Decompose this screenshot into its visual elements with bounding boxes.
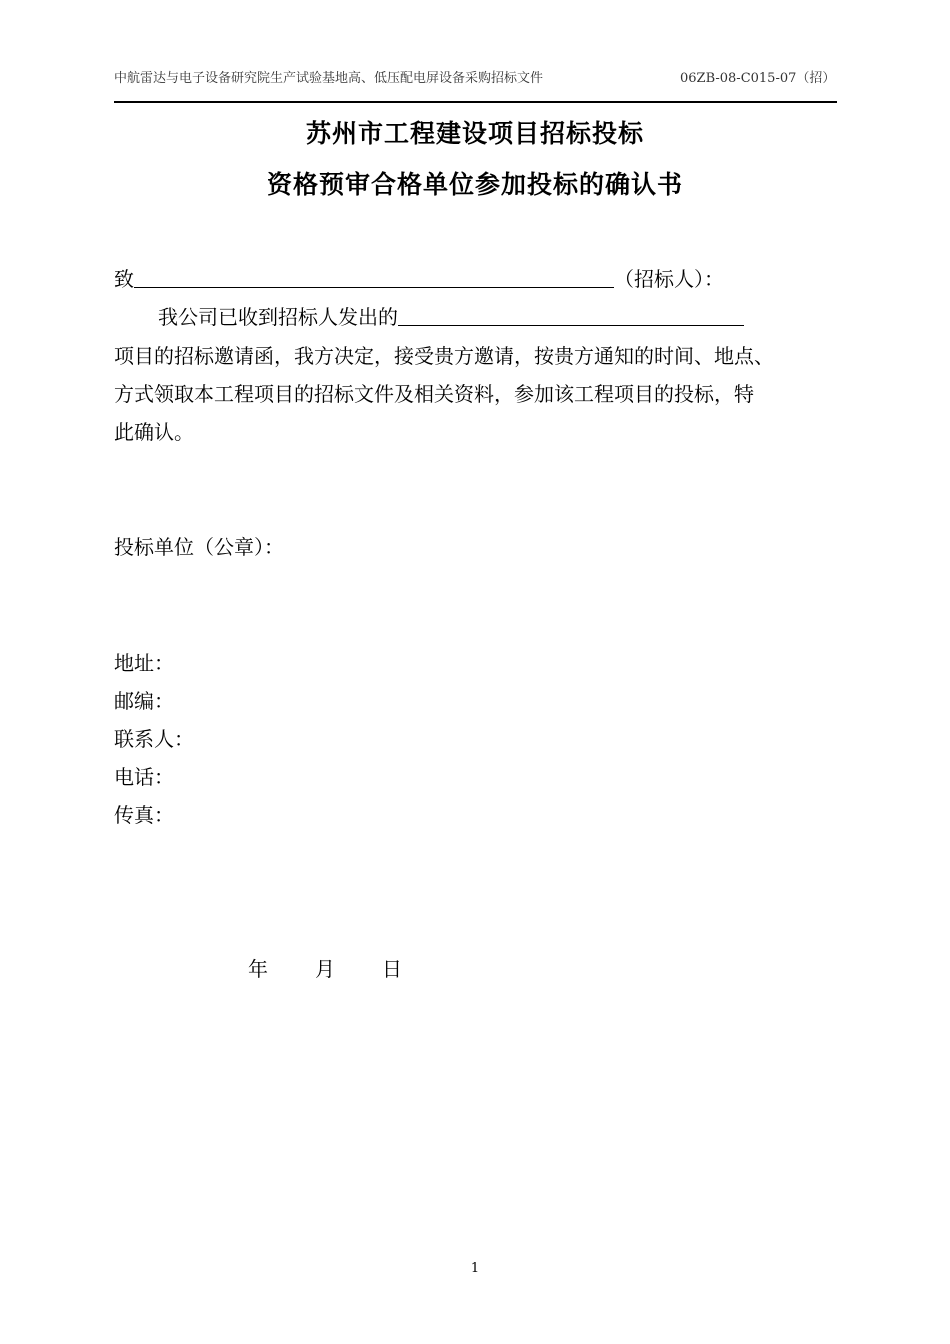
addressee-prefix: 致 [114, 267, 134, 291]
date-year: 年 [248, 957, 268, 981]
addressee-suffix: （招标人）： [614, 267, 724, 291]
body-line-2: 项目的招标邀请函，我方决定，接受贵方邀请，按贵方通知的时间、地点、 [114, 344, 774, 368]
date-month: 月 [315, 957, 335, 981]
header-document-name: 中航雷达与电子设备研究院生产试验基地高、低压配电屏设备采购招标文件 [114, 71, 544, 86]
header-document-code: 06ZB-08-C015-07（招） [680, 71, 836, 86]
page-number: 1 [470, 1261, 480, 1276]
body-line-1 [158, 301, 744, 330]
date-day: 日 [382, 957, 402, 981]
address-label: 地址： [114, 651, 174, 675]
header-divider [114, 101, 837, 103]
fax-label: 传真： [114, 803, 174, 827]
project-name-blank[interactable] [398, 305, 744, 326]
body-line-1-text: 我公司已收到招标人发出的 [158, 305, 398, 329]
addressee-line [114, 263, 724, 292]
contact-label: 联系人： [114, 727, 194, 751]
postcode-label: 邮编： [114, 689, 174, 713]
title-line-2: 资格预审合格单位参加投标的确认书 [266, 170, 683, 199]
body-line-3: 方式领取本工程项目的招标文件及相关资料，参加该工程项目的投标，特 [114, 382, 754, 406]
title-line-1: 苏州市工程建设项目招标投标 [305, 119, 644, 148]
body-line-4: 此确认。 [114, 420, 194, 444]
tenderer-blank[interactable] [134, 267, 614, 288]
phone-label: 电话： [114, 765, 174, 789]
bidder-seal-label: 投标单位（公章）： [114, 535, 284, 559]
